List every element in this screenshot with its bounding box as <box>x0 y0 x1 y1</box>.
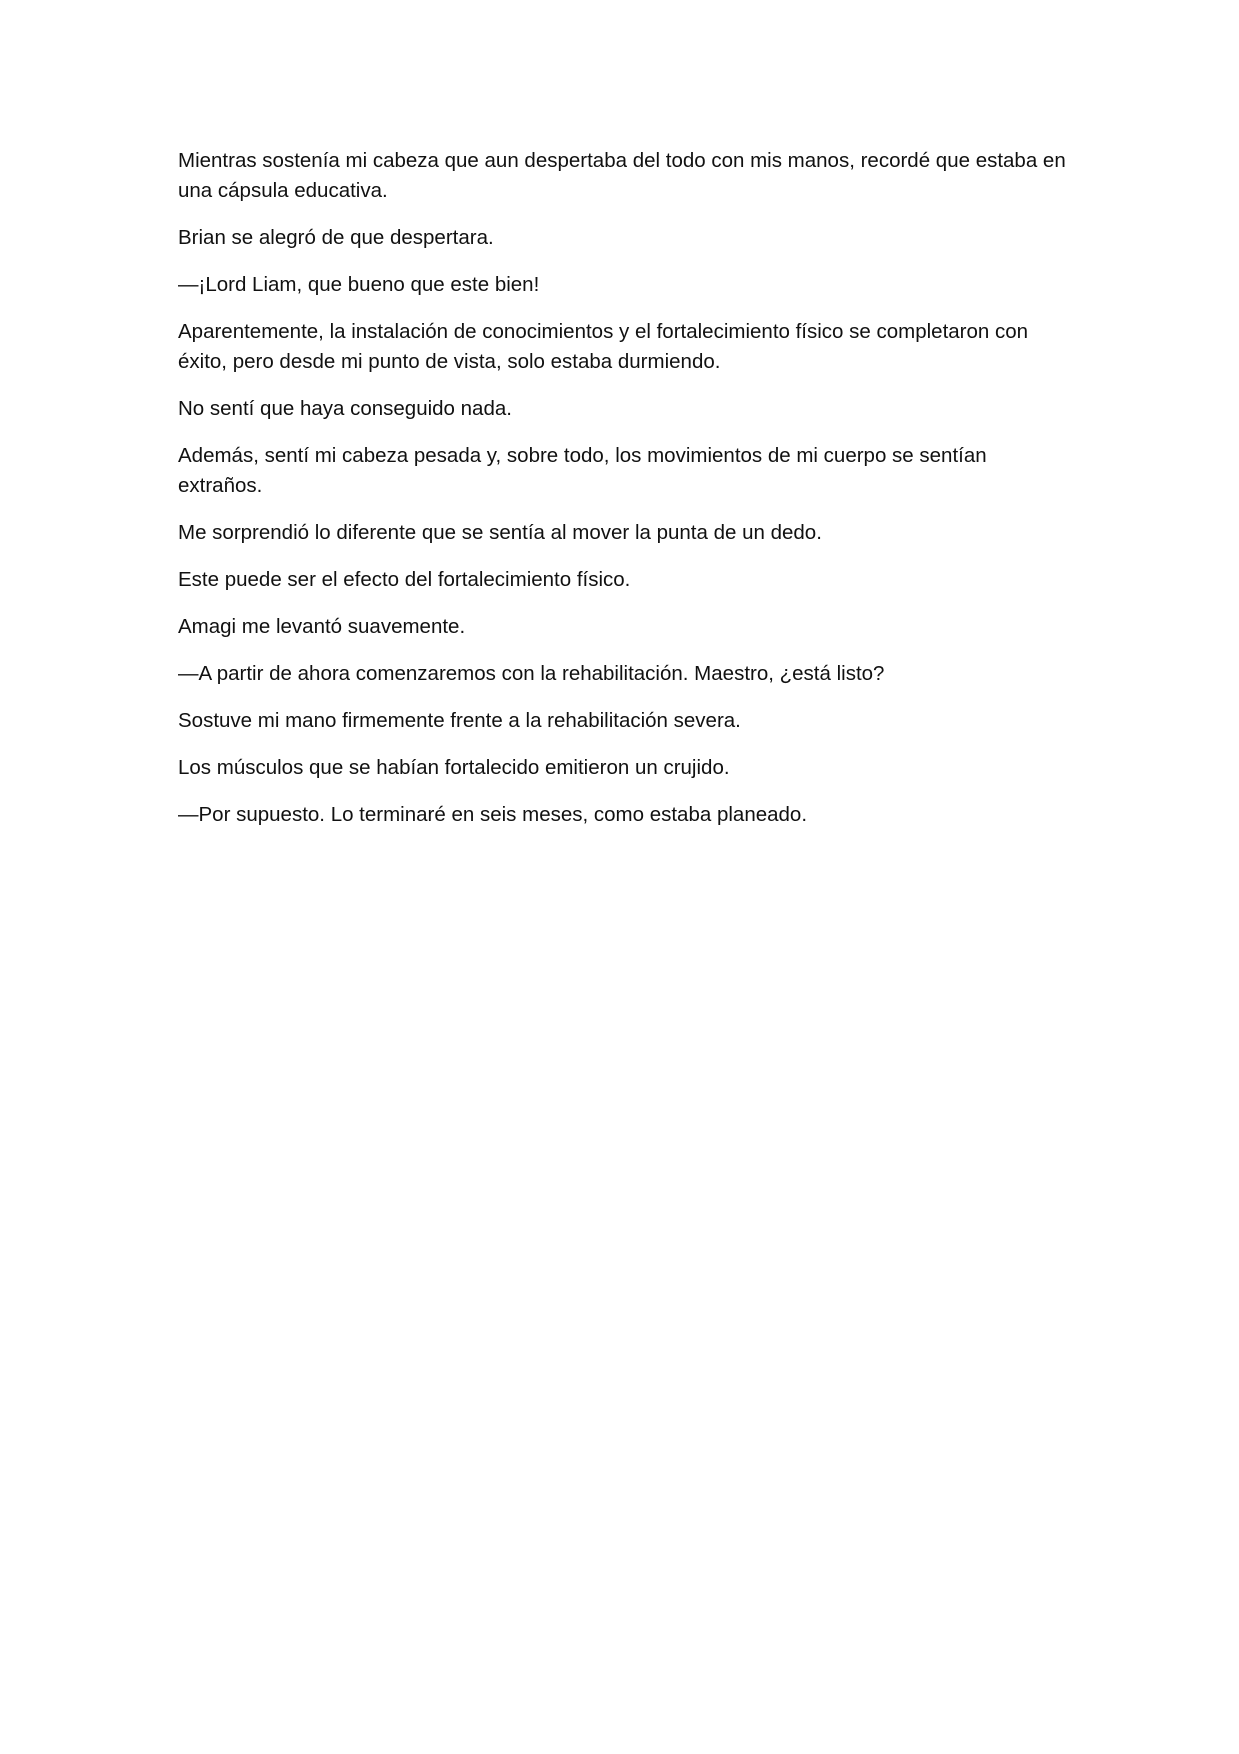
paragraph: Este puede ser el efecto del fortalecimiento físico. <box>178 568 631 591</box>
paragraph: No sentí que haya conseguido nada. <box>178 397 512 420</box>
paragraph: Los músculos que se habían fortalecido emitieron un crujido. <box>178 756 730 779</box>
paragraph: —¡Lord Liam, que bueno que este bien! <box>178 273 540 296</box>
paragraph: Amagi me levantó suavemente. <box>178 615 466 638</box>
paragraph: Sostuve mi mano firmemente frente a la rehabilitación severa. <box>178 709 741 732</box>
paragraph: Aparentemente, la instalación de conocimientos y el fortalecimiento físico se completaron con éxito, pero desde mi punto de vista, solo estaba durmiendo. <box>178 320 1029 373</box>
paragraph: Mientras sostenía mi cabeza que aun despertaba del todo con mis manos, recordé que estaba en una cápsula educativa. <box>178 149 1066 202</box>
document-body <box>178 146 1068 847</box>
paragraph: Me sorprendió lo diferente que se sentía al mover la punta de un dedo. <box>178 521 822 544</box>
paragraph: Además, sentí mi cabeza pesada y, sobre todo, los movimientos de mi cuerpo se sentían extraños. <box>178 444 987 497</box>
paragraph: —A partir de ahora comenzaremos con la rehabilitación. Maestro, ¿está listo? <box>178 662 885 685</box>
paragraph: —Por supuesto. Lo terminaré en seis meses, como estaba planeado. <box>178 803 808 826</box>
paragraph: Brian se alegró de que despertara. <box>178 226 494 249</box>
